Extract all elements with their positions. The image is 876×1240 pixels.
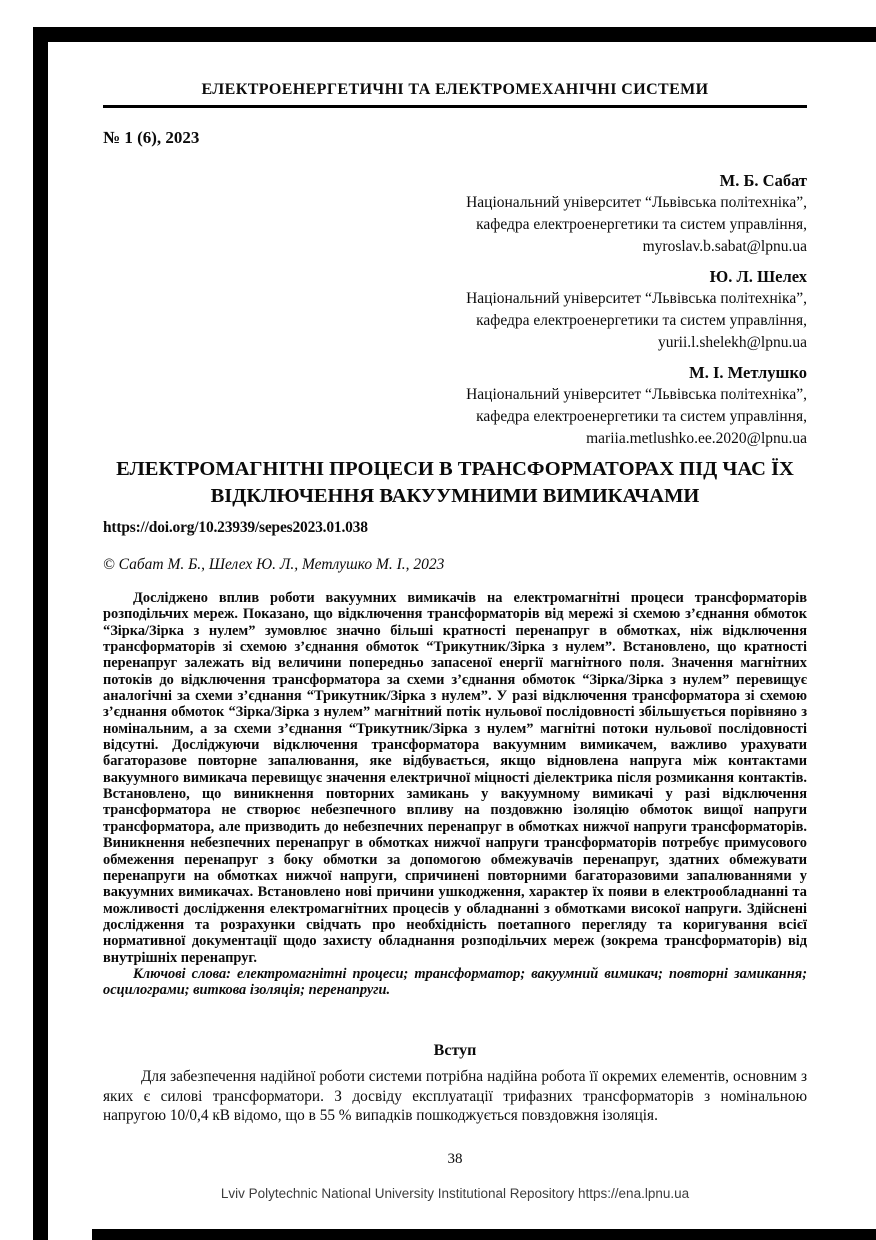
author-name: М. Б. Сабат [719, 171, 807, 190]
scan-border-left [33, 27, 48, 1240]
repository-footer: Lviv Polytechnic National University Institutional Repository https://ena.lpnu.ua [220, 1186, 690, 1201]
section-heading-vstup: Вступ [433, 1042, 477, 1059]
author-affiliation-line: Національний університет “Львівська політехніка”, [466, 290, 807, 307]
author-affiliation-line: кафедра електроенергетики та систем управління, [476, 312, 807, 329]
doi-link[interactable]: https://doi.org/10.23939/sepes2023.01.038 [103, 519, 368, 536]
author-affiliation-line: кафедра електроенергетики та систем управління, [476, 408, 807, 425]
keywords-label: Ключові слова: [133, 965, 231, 982]
keywords-list: електромагнітні процеси; трансформатор; вакуумний вимикач; повторні замикання; осцилограми; виткова ізоляція; перенапруги. [103, 965, 807, 999]
issue-number: № 1 (6), 2023 [103, 128, 200, 147]
article-title-line-2: ВІДКЛЮЧЕННЯ ВАКУУМНИМИ ВИМИКАЧАМИ [210, 485, 700, 507]
journal-title: ЕЛЕКТРОЕНЕРГЕТИЧНІ ТА ЕЛЕКТРОМЕХАНІЧНІ СИСТЕМИ [201, 81, 709, 98]
author-email: mariia.metlushko.ee.2020@lpnu.ua [586, 430, 807, 447]
abstract-section [103, 590, 807, 999]
author-affiliation-line: кафедра електроенергетики та систем управління, [476, 216, 807, 233]
page-content [103, 0, 807, 1201]
author-name: М. І. Метлушко [689, 363, 807, 382]
author-block-2 [103, 266, 807, 354]
journal-masthead [103, 80, 807, 148]
masthead-rule [103, 105, 807, 108]
keywords-line [103, 966, 807, 999]
article-title-line-1: ЕЛЕКТРОМАГНІТНІ ПРОЦЕСИ В ТРАНСФОРМАТОРАХ ПІД ЧАС ЇХ [116, 458, 794, 480]
copyright-line: © Сабат М. Б., Шелех Ю. Л., Метлушко М. І., 2023 [103, 556, 445, 573]
author-block-3 [103, 362, 807, 450]
author-name: Ю. Л. Шелех [709, 267, 807, 286]
author-email: yurii.l.shelekh@lpnu.ua [657, 334, 807, 351]
abstract-text: Досліджено вплив роботи вакуумних вимикачів на електромагнітні процеси трансформаторів розподільчих мереж. Показано, що відключення трансформаторів від мережі зі схемою з’єднання обмоток “Зірка/Зірка з нулем” зумовлює значно більші кратності перенапруг в обмотках, ніж відключення трансформаторів зі схемою з’єднання обмоток “Трикутник/Зірка з нулем”. Встановлено, що кратності перенапруг залежать від величини попередньо запасеної енергії магнітного поля. Значення магнітних потоків до відключення трансформатора за схеми з’єднання обмоток “Зірка/Зірка з нулем” перевищує аналогічні за схеми з’єднання “Трикутник/Зірка з нулем”. У разі відключення трансформатора зі схемою з’єднання обмоток “Зірка/Зірка з нулем” магнітний потік нульової послідовності збільшується порівняно з номінальним, а за схеми з’єднання “Трикутник/Зірка з нулем” магнітні потоки нульової послідовності відсутні. Досліджуючи відключення трансформатора вакуумним вимикачем, важливо урахувати багаторазове повторне запалювання, яке відбувається, якщо відновлена напруга між контактами вакуумного вимикача перевищує значення електричної міцності діелектрика після розмикання контактів. Встановлено, що виникнення повторних замикань у вакуумному вимикачі у разі відключення трансформатора не створює небезпечного впливу на поздовжню ізоляцію обмоток вищої напруги трансформатора, але призводить до небезпечних перенапруг в обмотках нижчої напруги трансформаторів. Виникнення небезпечних перенапруг в обмотках нижчої напруги трансформаторів потребує примусового обмеження перенапруг з боку обмотки за допомогою обмежувачів перенапруг, здатних обмежувати перенапруги на обмотках нижчої напруги, спричинені повторними багаторазовими запалюваннями у вакуумних вимикачах. Встановлено нові причини ушкодження, характер їх появи в електрообладнанні та можливості дослідження електромагнітних процесів у обладнанні з обмотками високої напруги. Здійснені дослідження та розрахунки свідчать про необхідність поетапного перегляду та коригування всієї нормативної документації щодо захисту обладнання розподільчих мереж (зокрема трансформаторів) від внутрішніх перенапруг. [103, 590, 807, 966]
article-title [103, 456, 807, 510]
scan-border-bottom [92, 1229, 876, 1240]
author-email: myroslav.b.sabat@lpnu.ua [642, 238, 807, 255]
page-number: 38 [447, 1151, 463, 1167]
author-affiliation-line: Національний університет “Львівська політехніка”, [466, 194, 807, 211]
author-blocks [103, 170, 807, 458]
author-block-1 [103, 170, 807, 258]
introduction-paragraph: Для забезпечення надійної роботи системи потрібна надійна робота її окремих елементів, основним з яких є силові трансформатори. З досвіду експлуатації трифазних трансформаторів з номінальною напругою 10/0,4 кВ відомо, що в 55 % випадків пошкоджується повздовжня ізоляція. [103, 1068, 807, 1124]
introduction-section [103, 1042, 807, 1126]
author-affiliation-line: Національний університет “Львівська політехніка”, [466, 386, 807, 403]
